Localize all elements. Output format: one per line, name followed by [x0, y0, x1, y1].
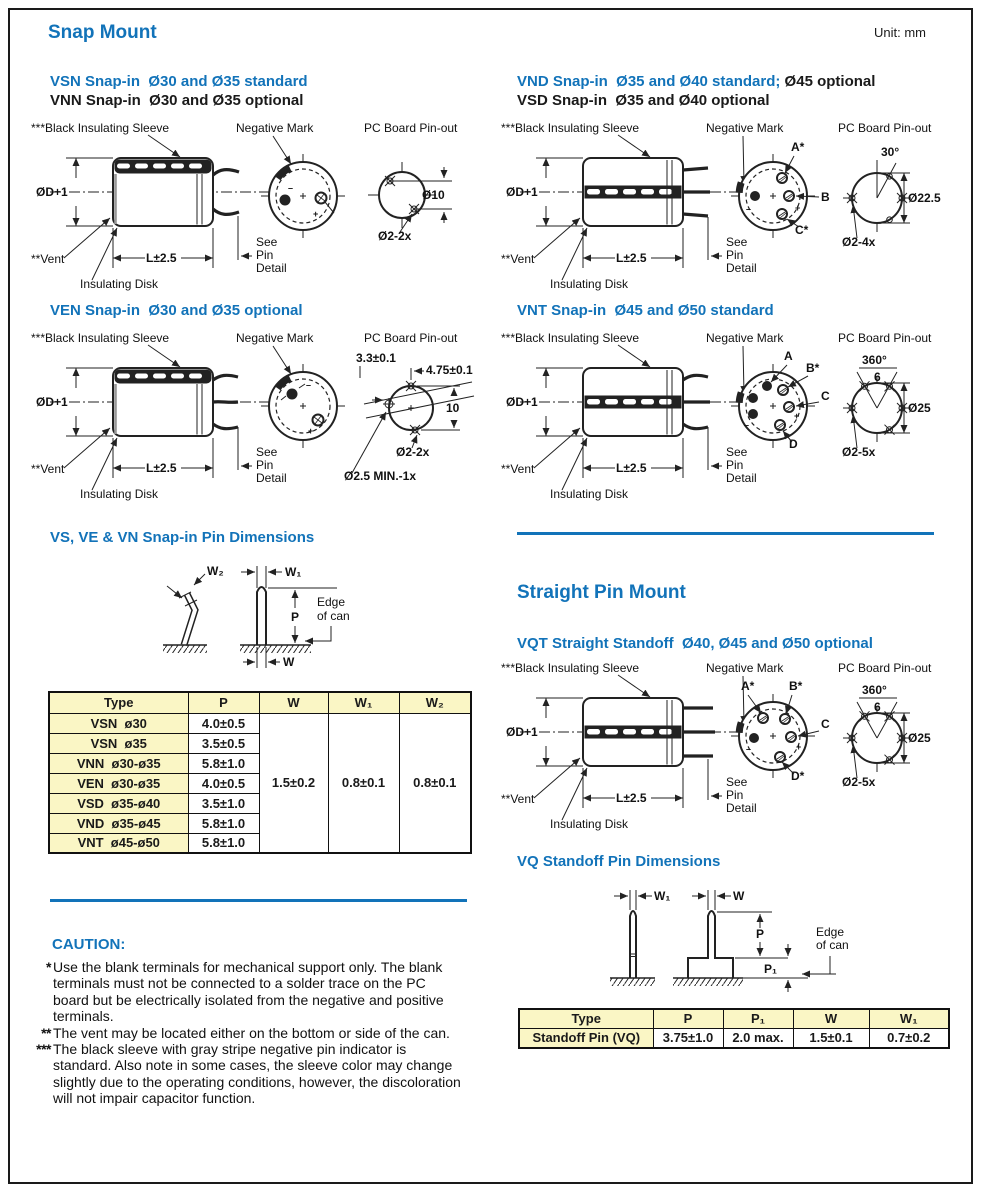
cell-type: VNT ø45-ø50 [49, 833, 188, 853]
note-stars: * [46, 959, 51, 975]
sleeve-label: ***Black Insulating Sleeve [501, 661, 640, 675]
col-header-p: P [188, 692, 259, 713]
snap-in-pin-table [48, 691, 472, 854]
standoff-pin-right [688, 889, 808, 992]
cell-p: 4.0±0.5 [188, 773, 259, 793]
heading-vsn: VSN Snap-in Ø30 and Ø35 standard [50, 73, 308, 90]
detail-label: Detail [726, 801, 757, 815]
unit-label: Unit: mm [874, 25, 926, 40]
caution-notes [30, 959, 470, 1107]
heading-straight-pin-mount: Straight Pin Mount [517, 582, 686, 603]
table-row [49, 713, 471, 733]
dia-dim: ØD+1 [506, 725, 538, 739]
terminal-c-label: C [821, 389, 830, 403]
vq-w1-dim: W₁ [654, 889, 671, 903]
cell-p: 3.5±0.5 [188, 733, 259, 753]
length-dim: L±2.5 [146, 251, 177, 265]
dia-dim: ØD+1 [506, 395, 538, 409]
negative-mark-label: Negative Mark [706, 331, 784, 345]
vent-label: **Vent [501, 792, 535, 806]
terminal-a-label: A [784, 349, 793, 363]
col-header-p1: P₁ [723, 1009, 793, 1028]
edge-label-2: of can [317, 609, 350, 623]
insulating-disk-label: Insulating Disk [550, 277, 629, 291]
w-dim: W [283, 655, 295, 669]
ven-can-side-view [50, 368, 270, 470]
cell-type: Standoff Pin (VQ) [519, 1028, 653, 1048]
vq-w-dim: W [733, 889, 745, 903]
ven-holes-dim: Ø2-2x [396, 445, 430, 459]
vqt-top-view [731, 679, 830, 783]
col-header-w: W [259, 692, 328, 713]
terminal-a-label: A* [741, 679, 755, 693]
vnd-holes-dim: Ø2-4x [842, 235, 876, 249]
vnd-pinout [842, 145, 941, 249]
plus-mark: + [794, 411, 800, 421]
vnt-frac-bot: 6 [874, 370, 881, 384]
vent-label: **Vent [501, 462, 535, 476]
minus-mark: – [744, 420, 750, 430]
vnt-holes-dim: Ø2-5x [842, 445, 876, 459]
terminal-b-label: B* [806, 361, 820, 375]
standoff-pin-table [518, 1008, 950, 1049]
insulating-disk-label: Insulating Disk [80, 277, 159, 291]
pc-board-label: PC Board Pin-out [364, 331, 458, 345]
length-dim: L±2.5 [146, 461, 177, 475]
terminal-a-label: A* [791, 140, 805, 154]
vsn-can-side-view [50, 158, 270, 260]
heading-vnt: VNT Snap-in Ø45 and Ø50 standard [517, 302, 774, 319]
vent-label: **Vent [501, 252, 535, 266]
pc-board-label: PC Board Pin-out [838, 121, 932, 135]
vq-p-dim: P [756, 927, 765, 941]
detail-label: Detail [256, 261, 287, 275]
cell-type: VND ø35-ø45 [49, 813, 188, 833]
edge-label-2: of can [816, 938, 849, 952]
heading-vnd-blue: VND Snap-in Ø35 and Ø40 standard; [517, 73, 781, 90]
note-stars: ** [41, 1024, 51, 1041]
divider-right [517, 532, 934, 535]
edge-of-can-callout [802, 925, 849, 974]
see-label: See [726, 235, 748, 249]
cell-type: VEN ø30-ø35 [49, 773, 188, 793]
cell-p: 5.8±1.0 [188, 833, 259, 853]
col-header-w1: W₁ [328, 692, 399, 713]
see-label: See [726, 445, 748, 459]
heading-vq-dimensions: VQ Standoff Pin Dimensions [517, 853, 721, 870]
insulating-disk-label: Insulating Disk [550, 817, 629, 831]
caution-note-1 [30, 959, 470, 1025]
dia-dim: ØD+1 [36, 185, 68, 199]
ven-d2-dim: 4.75±0.1 [426, 363, 473, 377]
cell-w1: 0.7±0.2 [869, 1028, 949, 1048]
col-header-type: Type [49, 692, 188, 713]
dia-dim: ØD+1 [36, 395, 68, 409]
col-header-type: Type [519, 1009, 653, 1028]
w2-dim: W₂ [207, 564, 224, 578]
cell-p: 3.5±1.0 [188, 793, 259, 813]
terminal-b-label: B [821, 190, 830, 204]
w1-dim: W₁ [285, 565, 302, 579]
negative-mark-label: Negative Mark [236, 121, 314, 135]
sleeve-label: ***Black Insulating Sleeve [31, 121, 170, 135]
edge-label-1: Edge [816, 925, 845, 939]
vq-standoff-figure [520, 872, 920, 1004]
vnd-angle-dim: 30° [881, 145, 900, 159]
negative-mark-label: Negative Mark [706, 661, 784, 675]
cell-p1: 2.0 max. [723, 1028, 793, 1048]
cell-type: VSN ø35 [49, 733, 188, 753]
length-dim: L±2.5 [616, 461, 647, 475]
terminal-c-label: C* [795, 223, 809, 237]
vsn-top-view [261, 154, 345, 238]
pc-board-label: PC Board Pin-out [838, 331, 932, 345]
dia-dim: ØD+1 [506, 185, 538, 199]
cell-p: 3.75±1.0 [653, 1028, 723, 1048]
page-title: Snap Mount [48, 22, 157, 43]
cell-type: VSN ø30 [49, 713, 188, 733]
insulating-disk-label: Insulating Disk [80, 487, 159, 501]
ven-min-dim: Ø2.5 MIN.-1x [344, 469, 417, 483]
ground-hatch [610, 978, 743, 986]
pin-label: Pin [726, 248, 744, 262]
plus-mark: + [796, 742, 802, 752]
heading-vnd-black: Ø45 optional [780, 73, 876, 90]
cell-p: 5.8±1.0 [188, 753, 259, 773]
heading-vsd: VSD Snap-in Ø35 and Ø40 optional [517, 92, 770, 109]
terminal-d-label: D [789, 437, 798, 451]
heading-ven: VEN Snap-in Ø30 and Ø35 optional [50, 302, 303, 319]
p-dim: P [291, 610, 300, 624]
length-dim: L±2.5 [616, 791, 647, 805]
bent-pin [167, 564, 224, 645]
sleeve-label: ***Black Insulating Sleeve [501, 121, 640, 135]
minus-mark: – [746, 744, 752, 754]
length-dim: L±2.5 [616, 251, 647, 265]
plus-mark: + [313, 209, 319, 219]
vnt-frac-top: 360° [862, 353, 887, 367]
ven-d3-dim: 10 [446, 401, 460, 415]
ven-d1-dim: 3.3±0.1 [356, 351, 396, 365]
vq-p1-dim: P₁ [764, 962, 777, 976]
vnd-top-view [731, 140, 830, 238]
see-label: See [256, 235, 278, 249]
heading-vqt: VQT Straight Standoff Ø40, Ø45 and Ø50 optional [517, 635, 873, 652]
heading-pin-dimensions: VS, VE & VN Snap-in Pin Dimensions [50, 529, 315, 546]
detail-label: Detail [726, 471, 757, 485]
vnd-diagram [500, 118, 962, 296]
negative-mark-label: Negative Mark [706, 121, 784, 135]
table-row [519, 1028, 949, 1048]
col-header-p: P [653, 1009, 723, 1028]
pin-label: Pin [256, 458, 274, 472]
vqt-diagram [500, 658, 962, 838]
pinout-dia-dim: Ø10 [422, 188, 445, 202]
ven-pinout [344, 351, 474, 483]
terminal-b-label: B* [789, 679, 803, 693]
ven-diagram [30, 328, 485, 506]
minus-mark: – [306, 380, 312, 390]
sleeve-label: ***Black Insulating Sleeve [31, 331, 170, 345]
see-label: See [726, 775, 748, 789]
vqt-holes-dim: Ø2-5x [842, 775, 876, 789]
terminal-c-label: C [821, 717, 830, 731]
edge-label-1: Edge [317, 595, 346, 609]
detail-label: Detail [256, 471, 287, 485]
vqt-dia-dim: Ø25 [908, 731, 931, 745]
pinout-holes-dim: Ø2-2x [378, 229, 412, 243]
plus-mark: + [795, 203, 801, 213]
cell-type: VNN ø30-ø35 [49, 753, 188, 773]
vsn-pinout [368, 162, 452, 243]
plus-mark: + [308, 426, 314, 436]
terminal-d-label: D* [791, 769, 805, 783]
vnt-diagram [500, 328, 962, 506]
cell-type: VSD ø35-ø40 [49, 793, 188, 813]
note-stars: *** [36, 1041, 51, 1058]
negative-mark-label: Negative Mark [236, 331, 314, 345]
pc-board-label: PC Board Pin-out [364, 121, 458, 135]
pin-label: Pin [726, 458, 744, 472]
vnt-dia-dim: Ø25 [908, 401, 931, 415]
col-header-w: W [793, 1009, 869, 1028]
vqt-pinout [842, 683, 931, 789]
vnt-top-view [731, 349, 830, 451]
cell-w1: 0.8±0.1 [328, 713, 399, 853]
cell-w: 1.5±0.1 [793, 1028, 869, 1048]
vnt-can-side-view [520, 368, 740, 470]
note-text: Use the blank terminals for mechanical support only. The blank terminals must not be connected to a solder trace on the PC board but be electrically isolated from the negative and positive terminals. [53, 959, 444, 1025]
vnd-can-side-view [520, 158, 740, 260]
pin-label: Pin [726, 788, 744, 802]
pin-label: Pin [256, 248, 274, 262]
vnt-pinout [842, 353, 931, 459]
note-text: The vent may be located either on the bottom or side of the can. [53, 1024, 450, 1041]
insulating-disk-label: Insulating Disk [550, 487, 629, 501]
vent-label: **Vent [31, 462, 65, 476]
caution-note-2 [30, 1025, 470, 1041]
see-label: See [256, 445, 278, 459]
snap-in-pin-figure [55, 552, 445, 677]
cell-p: 5.8±1.0 [188, 813, 259, 833]
vqt-can-side-view [520, 698, 740, 800]
vent-label: **Vent [31, 252, 65, 266]
vqt-frac-top: 360° [862, 683, 887, 697]
caution-title: CAUTION: [52, 936, 126, 953]
heading-vnn: VNN Snap-in Ø30 and Ø35 optional [50, 92, 304, 109]
detail-label: Detail [726, 261, 757, 275]
caution-note-3 [30, 1041, 470, 1107]
cell-w2: 0.8±0.1 [399, 713, 471, 853]
note-text: The black sleeve with gray stripe negative pin indicator is standard. Also note in some cases, the sleeve color may change slightly due to the operating conditions, however, the discoloration will not impair capacitor function. [53, 1041, 461, 1107]
divider-left [50, 899, 467, 902]
sleeve-label: ***Black Insulating Sleeve [501, 331, 640, 345]
col-header-w1: W₁ [869, 1009, 949, 1028]
ven-top-view [261, 364, 345, 448]
vnd-dia-dim: Ø22.5 [908, 191, 941, 205]
minus-mark: – [288, 183, 294, 193]
vsn-diagram [30, 118, 485, 296]
cell-w: 1.5±0.2 [259, 713, 328, 853]
cell-p: 4.0±0.5 [188, 713, 259, 733]
minus-mark: – [746, 204, 752, 214]
col-header-w2: W₂ [399, 692, 471, 713]
heading-vnd [517, 72, 875, 91]
ground-hatch [163, 645, 311, 653]
pc-board-label: PC Board Pin-out [838, 661, 932, 675]
edge-of-can-callout [305, 595, 350, 641]
standoff-pin-left [614, 889, 670, 978]
vqt-frac-bot: 6 [874, 700, 881, 714]
